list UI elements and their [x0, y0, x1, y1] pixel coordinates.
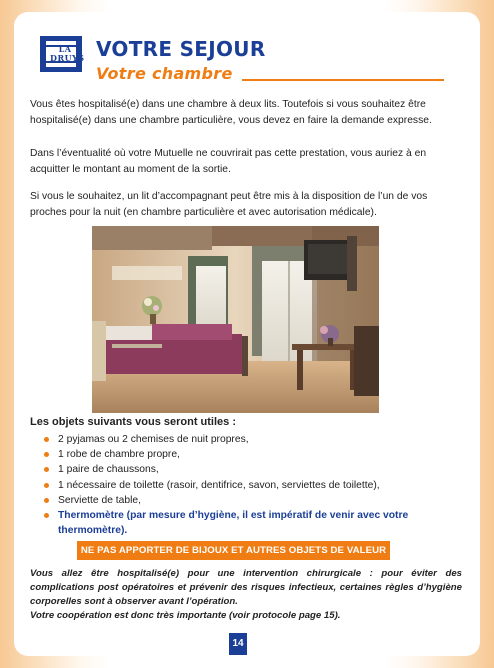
list-item — [30, 447, 460, 462]
objects-heading: Les objets suivants vous seront utiles : — [30, 416, 236, 428]
list-item-thermometer — [30, 508, 460, 538]
logo-line-1: LA — [58, 44, 72, 54]
page-subtitle: Votre chambre — [96, 64, 233, 83]
list-item-text: Serviette de table, — [58, 494, 141, 506]
note-text: Vous allez être hospitalisé(e) pour une intervention chirurgicale : pour éviter des complications post opératoires et prévenir des risques infectieux, certaines règles d’hygiène corporelles sont à observer avant l’opération. — [30, 568, 462, 607]
logo-line-2: DRUYS — [50, 53, 85, 63]
valuables-warning-banner: NE PAS APPORTER DE BIJOUX ET AUTRES OBJETS DE VALEUR — [77, 541, 390, 560]
paragraph-insurance: Dans l’éventualité où votre Mutuelle ne couvrirait pas cette prestation, vous auriez à en acquitter le montant au moment de la sortie. — [30, 148, 427, 175]
note-emphasis: Votre coopération est donc très importante (voir protocole page 15). — [30, 610, 341, 621]
list-item — [30, 462, 460, 477]
paragraph-room-type: Vous êtes hospitalisé(e) dans une chambre à deux lits. Toutefois si vous souhaitez être hospitalisé(e) dans une chambre particulière, vous devez en faire la demande expresse. — [30, 99, 432, 126]
list-item-text: 1 paire de chaussons, — [58, 464, 159, 476]
list-item — [30, 432, 460, 447]
bullet-icon — [44, 513, 49, 518]
surgery-hygiene-note — [30, 567, 462, 623]
subtitle-divider — [242, 79, 444, 81]
bullet-icon — [44, 437, 49, 442]
bullet-icon — [44, 498, 49, 503]
bullet-icon — [44, 483, 49, 488]
page-title: VOTRE SEJOUR — [96, 37, 266, 61]
bullet-icon — [44, 467, 49, 472]
list-item-text: 1 nécessaire de toilette (rasoir, dentifrice, savon, serviettes de toilette), — [58, 479, 380, 491]
page-number: 14 — [229, 633, 247, 655]
objects-list — [30, 432, 460, 538]
list-item — [30, 493, 460, 508]
bullet-icon — [44, 452, 49, 457]
list-item — [30, 478, 460, 493]
logo-wordmark — [50, 44, 85, 63]
paragraph-companion-bed: Si vous le souhaitez, un lit d’accompagnant peut être mis à la disposition de l’un de vos proches pour la nuit (en chambre particulière et avec autorisation médicale). — [30, 191, 428, 218]
list-item-text: 2 pyjamas ou 2 chemises de nuit propres, — [58, 434, 249, 445]
list-item-text: Thermomètre (par mesure d’hygiène, il est impératif de venir avec votre thermomètre). — [58, 510, 409, 537]
clinic-logo — [40, 34, 85, 74]
list-item-text: 1 robe de chambre propre, — [58, 449, 180, 461]
hospital-room-photo — [92, 226, 379, 413]
